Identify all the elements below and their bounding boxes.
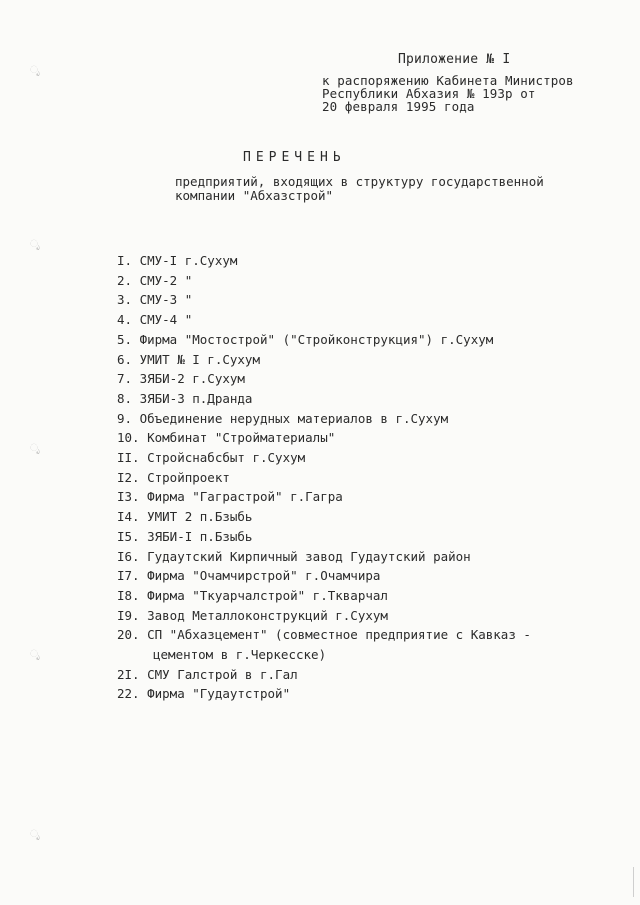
list-item-text: I9. Завод Металлоконструкций г.Сухум <box>117 607 388 623</box>
enterprise-list <box>117 251 617 704</box>
list-item <box>117 330 617 350</box>
header-line-2: Республики Абхазия № 193р от <box>322 86 536 101</box>
list-item-text: I5. ЗЯБИ-I п.Бзыбь <box>117 528 253 544</box>
list-item <box>117 547 617 567</box>
list-item <box>117 389 617 409</box>
list-item-text: II. Стройснабсбыт г.Сухум <box>117 450 306 466</box>
list-item-continuation: цементом в г.Черкесске) <box>153 647 327 663</box>
scan-edge-mark <box>625 867 634 897</box>
list-item-text: I8. Фирма "Ткуарчалстрой" г.Ткварчал <box>117 587 388 603</box>
scan-speck: ೃ <box>30 65 40 76</box>
list-item-text: 10. Комбинат "Стройматериалы" <box>117 430 336 446</box>
scan-speck: ೃ <box>30 239 40 250</box>
list-item-text: I4. УМИТ 2 п.Бзыбь <box>117 509 253 525</box>
list-item <box>117 507 617 527</box>
list-item <box>117 290 617 310</box>
header-line-3: 20 февраля 1995 года <box>322 99 475 114</box>
list-item <box>117 271 617 291</box>
list-item <box>117 586 617 606</box>
list-item-text: I. СМУ-I г.Сухум <box>117 253 238 268</box>
subtitle-line-1: предприятий, входящих в структуру государственной <box>175 174 544 189</box>
scan-speck: ೃ <box>30 829 40 840</box>
list-item-text: 3. СМУ-3 " <box>117 292 193 308</box>
list-item-text: 2. СМУ-2 " <box>117 272 193 288</box>
list-item <box>117 606 617 626</box>
list-item-text: 9. Объединение нерудных материалов в г.Сухум <box>117 410 449 426</box>
list-item <box>117 468 617 488</box>
list-item-text: I3. Фирма "Гаграстрой" г.Гагра <box>117 489 343 505</box>
header-line-1: к распоряжению Кабинета Министров <box>322 73 574 88</box>
appendix-number: Приложение № I <box>398 52 511 67</box>
list-item <box>117 487 617 507</box>
list-item <box>117 251 617 271</box>
document-title: ПЕРЕЧЕНЬ <box>243 150 346 165</box>
appendix-header <box>322 52 622 113</box>
list-item <box>117 428 617 448</box>
list-item-text: 6. УМИТ № I г.Сухум <box>117 351 260 367</box>
list-item-text: 5. Фирма "Мостострой" ("Стройконструкция") г.Сухум <box>117 331 494 347</box>
list-item-text: 20. СП "Абхазцемент" (совместное предприятие с Кавказ - <box>117 627 531 643</box>
list-item <box>117 625 617 664</box>
list-item-text: 22. Фирма "Гудаутстрой" <box>117 686 291 702</box>
list-item-text: 4. СМУ-4 " <box>117 312 193 328</box>
list-item <box>117 350 617 370</box>
list-item <box>117 448 617 468</box>
list-item <box>117 566 617 586</box>
list-item-text: I7. Фирма "Очамчирстрой" г.Очамчира <box>117 568 381 584</box>
list-item-text: I6. Гудаутский Кирпичный завод Гудаутский район <box>117 548 471 564</box>
list-item-text: 8. ЗЯБИ-3 п.Дранда <box>117 390 253 406</box>
scan-speck: ೃ <box>30 649 40 660</box>
list-item-text: 2I. СМУ Галстрой в г.Гал <box>117 666 298 682</box>
list-item <box>117 409 617 429</box>
list-item <box>117 369 617 389</box>
list-item-text: I2. Стройпроект <box>117 469 230 485</box>
list-item-text: 7. ЗЯБИ-2 г.Сухум <box>117 371 245 387</box>
document-subtitle <box>175 175 575 203</box>
list-item <box>117 527 617 547</box>
list-item <box>117 665 617 685</box>
list-item <box>117 310 617 330</box>
subtitle-line-2: компании "Абхазстрой" <box>175 188 334 203</box>
list-item <box>117 684 617 704</box>
scan-speck: ೃ <box>30 443 40 454</box>
